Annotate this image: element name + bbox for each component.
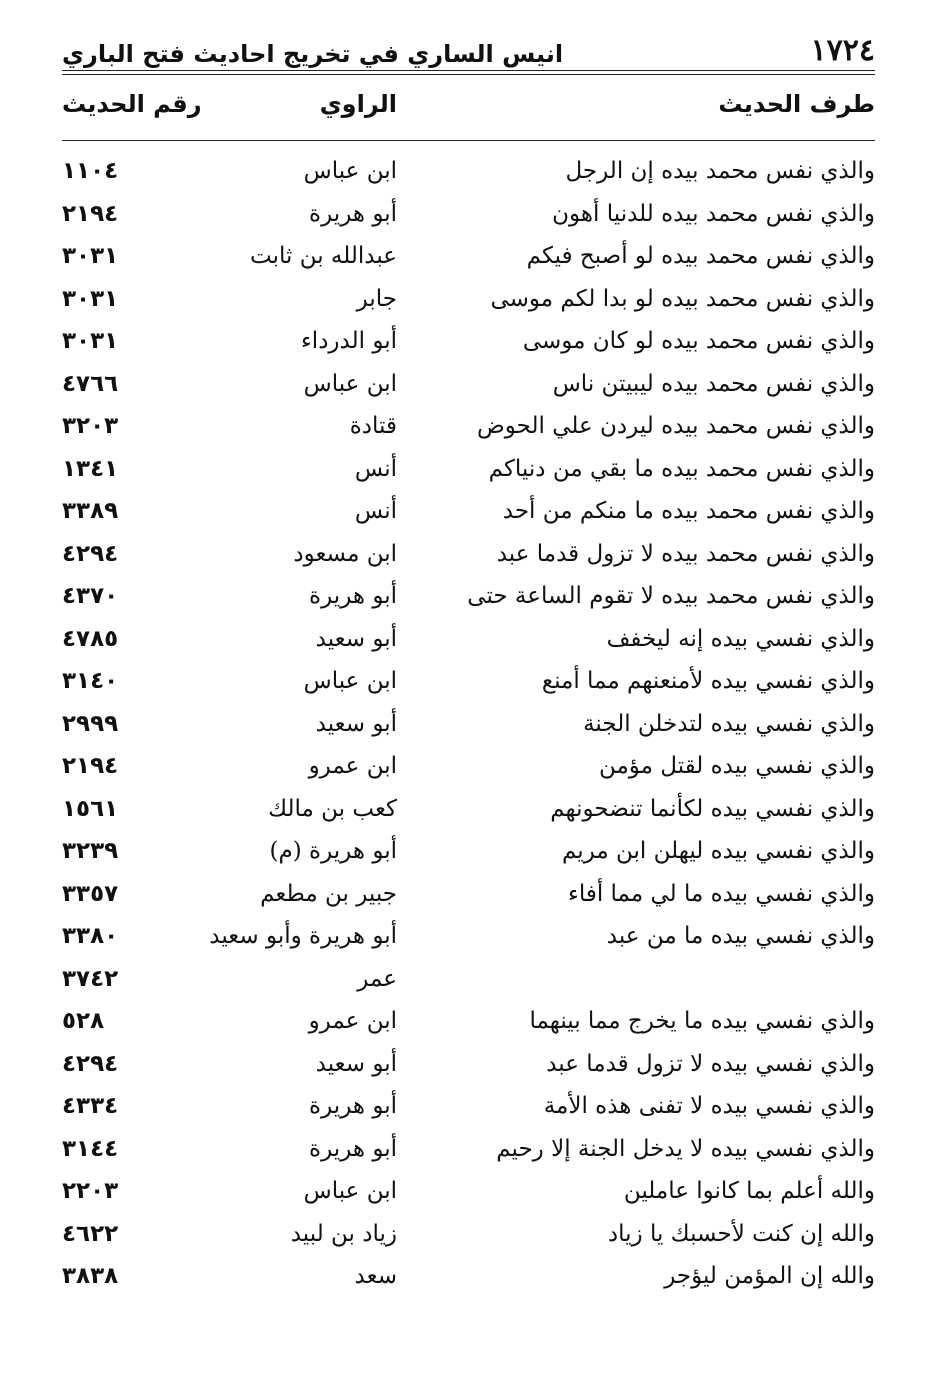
narrator: عمر [357, 965, 397, 992]
hadith-number: ١١٠٤ [62, 158, 119, 184]
hadith-tarf: والذي نفسي بيده لا يدخل الجنة إلا رحيم [496, 1135, 875, 1162]
narrator: أبو هريرة [309, 200, 397, 227]
hadith-number: ٤٢٩٤ [62, 540, 119, 567]
header-rule-thin [62, 74, 875, 75]
hadith-tarf: والذي نفسي بيده لا تزول قدما عبد [546, 1050, 875, 1077]
hadith-number: ٢١٩٤ [62, 753, 119, 779]
table-row [62, 237, 875, 280]
column-header-rawi: الراوي [319, 90, 397, 118]
table-row [62, 1257, 875, 1300]
table-row [62, 790, 875, 833]
narrator: جابر [356, 285, 397, 312]
hadith-number: ٣٨٣٨ [62, 1263, 119, 1289]
table-row [62, 450, 875, 493]
hadith-number: ٤٧٦٦ [62, 370, 119, 397]
hadith-tarf: والذي نفسي بيده ما من عبد [606, 923, 875, 949]
hadith-tarf: والذي نفسي بيده ليهلن ابن مريم [561, 838, 875, 864]
narrator: ابن مسعود [293, 540, 397, 567]
table-row [62, 1002, 875, 1045]
narrator: قتادة [349, 413, 397, 439]
narrator: ابن عمرو [308, 1008, 397, 1034]
table-row [62, 280, 875, 323]
hadith-number: ٣٣٥٧ [62, 880, 119, 907]
narrator: جبير بن مطعم [260, 880, 397, 907]
hadith-tarf: والله أعلم بما كانوا عاملين [623, 1178, 875, 1204]
table-row [62, 747, 875, 790]
table-row [62, 620, 875, 663]
hadith-number: ٣٠٣١ [62, 328, 119, 354]
page-number: ١٧٢٤ [810, 33, 875, 68]
hadith-number: ٢١٩٤ [62, 200, 119, 227]
narrator: ابن عباس [303, 158, 397, 184]
table-row [62, 917, 875, 960]
narrator: كعب بن مالك [268, 795, 397, 822]
narrator: أبو هريرة [309, 1135, 397, 1162]
hadith-tarf: والذي نفس محمد بيده لا تقوم الساعة حتى [467, 583, 875, 609]
table-row [62, 1172, 875, 1215]
narrator: سعد [354, 1263, 397, 1289]
narrator: عبدالله بن ثابت [249, 243, 397, 269]
narrator: أبو سعيد [315, 710, 397, 737]
hadith-number: ٣٢٣٩ [62, 838, 119, 864]
narrator: أبو سعيد [315, 625, 397, 652]
table-row [62, 577, 875, 620]
hadith-number: ٢٩٩٩ [62, 710, 119, 737]
hadith-tarf: والذي نفس محمد بيده إن الرجل [565, 158, 875, 184]
hadith-tarf: والذي نفسي بيده لقتل مؤمن [598, 753, 875, 779]
hadith-tarf: والذي نفس محمد بيده لا تزول قدما عبد [496, 540, 875, 567]
hadith-tarf: والذي نفس محمد بيده للدنيا أهون [552, 200, 875, 227]
narrator: أبو هريرة [309, 583, 397, 609]
table-row [62, 875, 875, 918]
hadith-number: ٣٠٣١ [62, 285, 119, 312]
hadith-number: ٤٦٢٢ [62, 1220, 119, 1247]
table-row [62, 1130, 875, 1173]
hadith-tarf: والذي نفس محمد بيده ما بقي من دنياكم [488, 455, 875, 482]
hadith-number: ٥٢٨ [62, 1008, 105, 1034]
hadith-tarf: والذي نفسي بيده ما لي مما أفاء [568, 880, 875, 907]
hadith-number: ٣٣٨٠ [62, 923, 119, 949]
narrator: زياد بن لبيد [290, 1220, 397, 1247]
hadith-tarf: والذي نفس محمد بيده لو بدا لكم موسى [490, 285, 875, 312]
hadith-tarf: والذي نفسي بيده لأمنعنهم مما أمنع [541, 668, 875, 694]
hadith-tarf: والله إن المؤمن ليؤجر [664, 1263, 875, 1289]
running-header [62, 28, 875, 68]
hadith-tarf: والذي نفسي بيده لكأنما تنضحونهم [550, 795, 875, 822]
narrator: أبو هريرة وأبو سعيد [209, 923, 397, 949]
table-row [62, 535, 875, 578]
narrator: ابن عمرو [308, 753, 397, 779]
hadith-number: ٤٢٩٤ [62, 1050, 119, 1077]
table-row [62, 832, 875, 875]
hadith-tarf: والذي نفسي بيده ما يخرج مما بينهما [529, 1008, 875, 1034]
hadith-number: ٣٣٨٩ [62, 498, 119, 524]
table-row [62, 365, 875, 408]
narrator: أبو الدرداء [300, 328, 397, 354]
column-header-rule [62, 140, 875, 141]
hadith-index-table [62, 152, 875, 1300]
hadith-number: ٣١٤٠ [62, 668, 119, 694]
hadith-number: ٣١٤٤ [62, 1135, 119, 1162]
table-row [62, 152, 875, 195]
hadith-tarf: والذي نفسي بيده إنه ليخفف [606, 625, 875, 652]
table-row [62, 407, 875, 450]
hadith-tarf: والذي نفسي بيده لا تفنى هذه الأمة [543, 1093, 875, 1119]
hadith-number: ٤٣٧٠ [62, 583, 119, 609]
column-header-tarf: طرف الحديث [718, 90, 875, 118]
hadith-number: ٤٣٣٤ [62, 1093, 119, 1119]
hadith-number: ٣٢٠٣ [62, 413, 119, 439]
narrator: أبو سعيد [315, 1050, 397, 1077]
table-row [62, 1045, 875, 1088]
table-row [62, 705, 875, 748]
narrator: أبو هريرة [309, 1093, 397, 1119]
narrator: أنس [354, 498, 397, 524]
table-row [62, 1215, 875, 1258]
hadith-number: ١٥٦١ [62, 795, 119, 822]
narrator: ابن عباس [303, 370, 397, 397]
column-headers [62, 90, 875, 130]
hadith-number: ٣٧٤٢ [62, 965, 119, 992]
hadith-number: ٣٠٣١ [62, 243, 119, 269]
hadith-number: ٤٧٨٥ [62, 625, 119, 652]
table-row [62, 195, 875, 238]
hadith-tarf: والذي نفس محمد بيده ليبيتن ناس [552, 370, 875, 397]
table-row [62, 492, 875, 535]
table-row [62, 1087, 875, 1130]
hadith-tarf: والذي نفس محمد بيده لو كان موسى [522, 328, 875, 354]
table-row [62, 960, 875, 1003]
hadith-tarf: والذي نفس محمد بيده ما منكم من أحد [502, 498, 875, 524]
narrator: أنس [354, 455, 397, 482]
narrator: أبو هريرة (م) [269, 838, 397, 864]
column-header-number: رقم الحديث [62, 90, 202, 118]
table-row [62, 662, 875, 705]
book-title: انيس الساري في تخريج احاديث فتح الباري [62, 40, 564, 68]
header-rule [62, 70, 875, 71]
narrator: ابن عباس [303, 668, 397, 694]
hadith-tarf: والله إن كنت لأحسبك يا زياد [607, 1220, 875, 1247]
table-row [62, 322, 875, 365]
hadith-number: ١٣٤١ [62, 455, 119, 482]
hadith-tarf: والذي نفسي بيده لتدخلن الجنة [583, 710, 875, 737]
hadith-tarf: والذي نفس محمد بيده لو أصبح فيكم [526, 243, 875, 269]
hadith-tarf: والذي نفس محمد بيده ليردن علي الحوض [476, 413, 875, 439]
narrator: ابن عباس [303, 1178, 397, 1204]
hadith-number: ٢٢٠٣ [62, 1178, 119, 1204]
